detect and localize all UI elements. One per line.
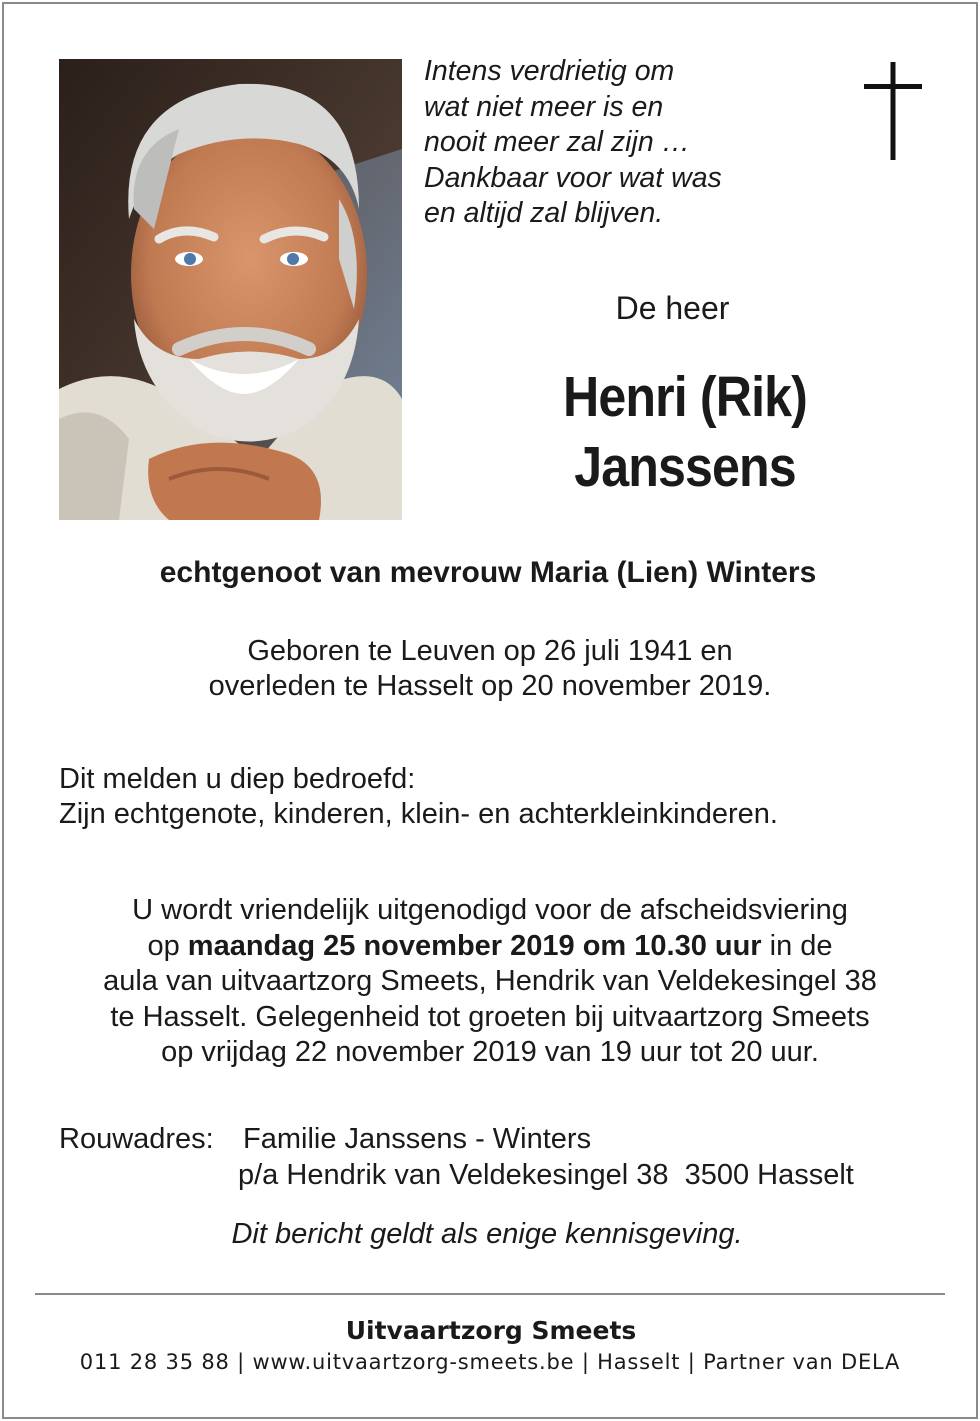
deceased-name-line2: Janssens — [574, 435, 796, 499]
rouwadres-label: Rouwadres: — [59, 1123, 214, 1155]
service-datetime: maandag 25 november 2019 om 10.30 uur — [187, 929, 762, 962]
invitation — [0, 893, 980, 1071]
rouwadres-address: p/a Hendrik van Veldekesingel 38 3500 Hasselt — [238, 1159, 854, 1191]
honorific-title: De heer — [615, 290, 730, 326]
invitation-line2 — [0, 929, 980, 965]
funeral-home-contact: 011 28 35 88 | www.uitvaartzorg-smeets.be | Hasselt | Partner van DELA — [79, 1350, 901, 1374]
announcement — [59, 762, 939, 832]
announcement-line2: Zijn echtgenote, kinderen, klein- en achterkleinkinderen. — [59, 798, 778, 830]
portrait-photo — [59, 59, 402, 520]
rouwadres-family: Familie Janssens - Winters — [243, 1123, 592, 1155]
invitation-line3: aula van uitvaartzorg Smeets, Hendrik van Veldekesingel 38 — [103, 965, 877, 997]
portrait-illustration — [59, 59, 402, 520]
footer-divider — [35, 1293, 945, 1295]
deceased-name — [483, 362, 888, 502]
poem-line: en altijd zal blijven. — [424, 197, 664, 229]
invitation-line2-pre: op — [147, 929, 188, 962]
death-line: overleden te Hasselt op 20 november 2019. — [208, 670, 772, 702]
invitation-line1: U wordt vriendelijk uitgenodigd voor de afscheidsviering — [132, 894, 848, 926]
deceased-name-line1: Henri (Rik) — [563, 365, 807, 429]
birth-death-info — [0, 634, 980, 704]
invitation-line5: op vrijdag 22 november 2019 van 19 uur tot 20 uur. — [161, 1036, 819, 1068]
invitation-line2-post: in de — [761, 929, 833, 962]
birth-line: Geboren te Leuven op 26 juli 1941 en — [247, 635, 733, 667]
poem-line: wat niet meer is en — [424, 90, 664, 123]
rouwadres-line1 — [59, 1123, 591, 1156]
notice-text: Dit bericht geldt als enige kennisgeving. — [231, 1218, 743, 1250]
poem-line: Dankbaar voor wat was — [424, 161, 722, 194]
spouse-line: echtgenoot van mevrouw Maria (Lien) Winters — [159, 556, 817, 589]
cross-icon — [864, 62, 922, 160]
announcement-line1: Dit melden u diep bedroefd: — [59, 763, 416, 795]
poem — [424, 54, 804, 232]
poem-line: Intens verdrietig om — [424, 55, 675, 87]
poem-line: nooit meer zal zijn … — [424, 126, 691, 158]
funeral-home-name: Uitvaartzorg Smeets — [345, 1316, 637, 1345]
invitation-line4: te Hasselt. Gelegenheid tot groeten bij uitvaartzorg Smeets — [110, 1000, 870, 1033]
